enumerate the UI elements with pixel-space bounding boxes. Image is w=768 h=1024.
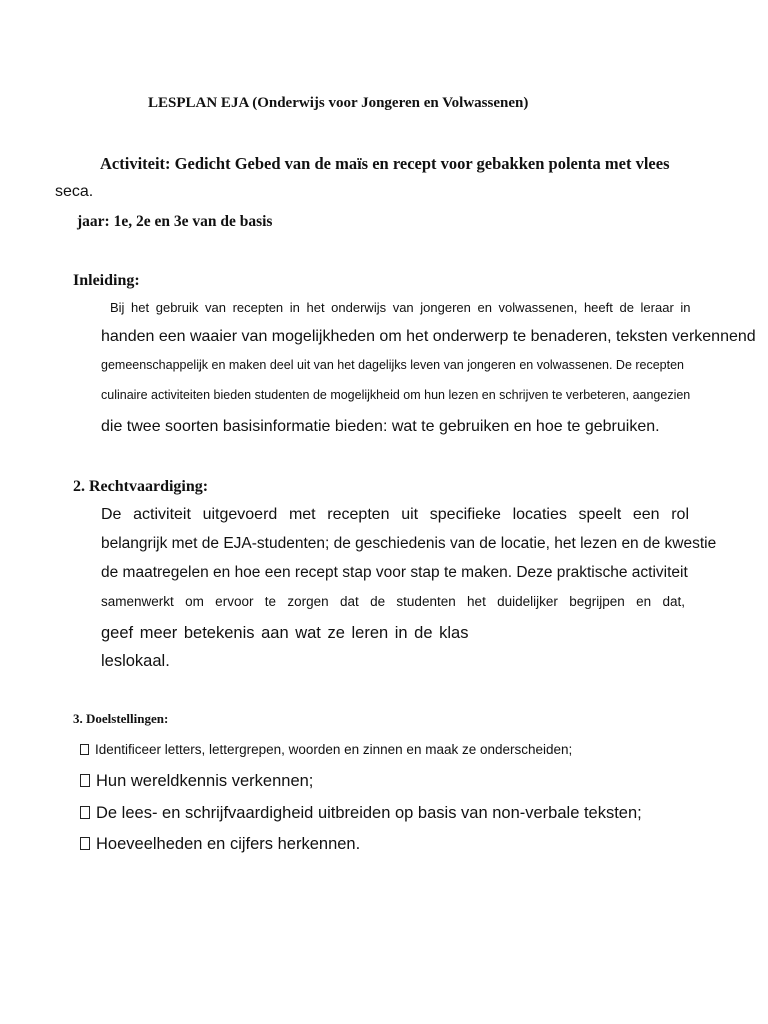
- justification-line: De activiteit uitgevoerd met recepten uit specifieke locaties speelt een rol: [101, 506, 689, 523]
- activity-line-continued: seca.: [55, 183, 94, 200]
- intro-line: die twee soorten basisinformatie bieden: wat te gebruiken en hoe te gebruiken.: [101, 418, 660, 435]
- objective-text: Identificeer letters, lettergrepen, woorden en zinnen en maak ze onderscheiden;: [95, 742, 573, 757]
- intro-line: culinaire activiteiten bieden studenten de mogelijkheid om hun lezen en schrijven te verbeteren, aangezien: [101, 388, 691, 402]
- justification-line: geef meer betekenis aan wat ze leren in de klas: [101, 624, 469, 642]
- objective-item: [80, 742, 572, 757]
- objective-text: De lees- en schrijfvaardigheid uitbreiden op basis van non-verbale teksten;: [96, 804, 642, 822]
- intro-heading: Inleiding:: [73, 272, 140, 289]
- justification-line: belangrijk met de EJA-studenten; de geschiedenis van de locatie, het lezen en de kwestie: [101, 535, 717, 552]
- checkbox-icon: [80, 806, 90, 819]
- objective-item: [80, 772, 313, 791]
- checkbox-icon: [80, 837, 90, 850]
- intro-line: Bij het gebruik van recepten in het onderwijs van jongeren en volwassenen, heeft de leraar in: [110, 300, 691, 315]
- justification-heading: 2. Rechtvaardiging:: [73, 478, 209, 495]
- objective-item: [80, 835, 360, 854]
- objective-text: Hoeveelheden en cijfers herkennen.: [96, 835, 361, 853]
- intro-line: gemeenschappelijk en maken deel uit van het dagelijks leven van jongeren en volwassenen. De recepten: [101, 358, 685, 372]
- justification-line: de maatregelen en hoe een recept stap voor stap te maken. Deze praktische activiteit: [101, 564, 688, 581]
- objective-text: Hun wereldkennis verkennen;: [96, 772, 314, 790]
- justification-line: samenwerkt om ervoor te zorgen dat de studenten het duidelijker begrijpen en dat,: [101, 594, 685, 609]
- objectives-heading: 3. Doelstellingen:: [73, 711, 169, 726]
- checkbox-icon: [80, 744, 89, 755]
- activity-line: Activiteit: Gedicht Gebed van de maïs en recept voor gebakken polenta met vlees: [100, 154, 670, 173]
- justification-line: leslokaal.: [101, 652, 170, 670]
- objective-item: [80, 804, 642, 823]
- checkbox-icon: [80, 774, 90, 787]
- intro-line: handen een waaier van mogelijkheden om het onderwerp te benaderen, teksten verkennend: [101, 328, 756, 345]
- school-year: jaar: 1e, 2e en 3e van de basis: [77, 213, 273, 230]
- page-title: LESPLAN EJA (Onderwijs voor Jongeren en Volwassenen): [148, 95, 529, 111]
